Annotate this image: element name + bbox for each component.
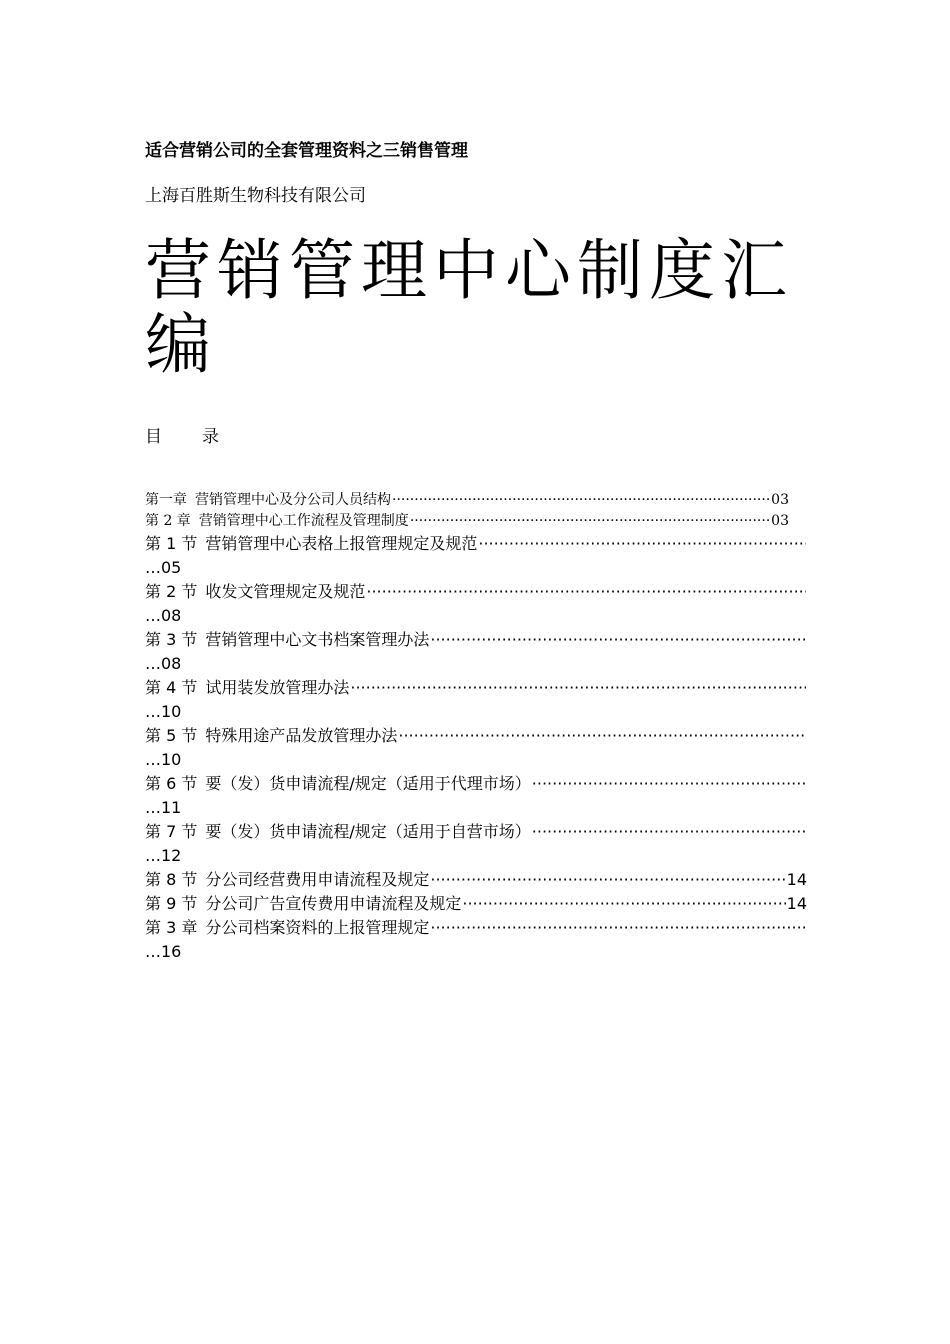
toc-entry-text: 分公司经营费用申请流程及规定 — [205, 870, 430, 889]
toc-entry-page: 14 — [786, 894, 807, 913]
toc-title-left: 目 — [145, 427, 162, 447]
toc-entry-page: 03 — [771, 513, 789, 529]
toc-leader — [532, 772, 806, 796]
toc-entry-number: 第 6 节 — [145, 774, 198, 793]
toc-entry-page: …05 — [145, 558, 182, 577]
toc-entry-text: 特殊用途产品发放管理办法 — [205, 726, 398, 745]
toc-entry-text: 要（发）货申请流程/规定（适用于自营市场） — [205, 822, 531, 841]
document-heading: 适合营销公司的全套管理资料之三销售管理 — [145, 141, 468, 161]
toc-entry-page: …10 — [145, 702, 182, 721]
toc-entry-page: 14 — [786, 870, 807, 889]
toc-leader — [462, 892, 785, 916]
toc-leader — [430, 916, 806, 940]
toc-entry[interactable] — [145, 724, 807, 748]
toc-entry-page: …08 — [145, 654, 182, 673]
toc-entry-number: 第 5 节 — [145, 726, 198, 745]
toc-entry-text: 试用装发放管理办法 — [205, 678, 350, 697]
toc-entry-page: …12 — [145, 846, 182, 865]
toc-entry-text: 营销管理中心工作流程及管理制度 — [198, 513, 409, 529]
toc-leader — [350, 676, 806, 700]
toc-entry[interactable] — [145, 868, 807, 892]
toc-entry-page: …08 — [145, 606, 182, 625]
toc-entry[interactable] — [145, 892, 807, 916]
toc-entry[interactable] — [145, 511, 789, 532]
toc-entry-number: 第 7 节 — [145, 822, 198, 841]
toc-entry[interactable] — [145, 820, 807, 844]
toc-leader — [430, 868, 785, 892]
toc-leader — [398, 724, 806, 748]
toc-entry-number: 第一章 — [145, 492, 187, 508]
toc-leader — [410, 511, 770, 532]
toc-entry[interactable] — [145, 628, 807, 652]
toc-entry-number: 第 1 节 — [145, 534, 198, 553]
table-of-contents — [145, 490, 807, 964]
toc-entry-text: 分公司档案资料的上报管理规定 — [205, 918, 430, 937]
toc-entry-page: 03 — [771, 492, 789, 508]
company-name: 上海百胜斯生物科技有限公司 — [145, 186, 366, 206]
toc-entry-page: …10 — [145, 750, 182, 769]
toc-entry-text: 分公司广告宣传费用申请流程及规定 — [205, 894, 462, 913]
toc-entry-text: 收发文管理规定及规范 — [205, 582, 366, 601]
toc-entry[interactable] — [145, 676, 807, 700]
toc-entry[interactable] — [145, 490, 789, 511]
toc-entry-number: 第 9 节 — [145, 894, 198, 913]
toc-leader — [532, 820, 806, 844]
toc-entry-number: 第 2 章 — [145, 513, 191, 529]
toc-entry-number: 第 3 节 — [145, 630, 198, 649]
toc-entry-text: 要（发）货申请流程/规定（适用于代理市场） — [205, 774, 531, 793]
toc-entry-text: 营销管理中心及分公司人员结构 — [195, 492, 391, 508]
toc-entry[interactable] — [145, 916, 807, 940]
toc-leader — [430, 628, 806, 652]
toc-entry-text: 营销管理中心文书档案管理办法 — [205, 630, 430, 649]
toc-leader — [366, 580, 806, 604]
toc-entry-number: 第 4 节 — [145, 678, 198, 697]
toc-entry-number: 第 8 节 — [145, 870, 198, 889]
toc-entry-page: …16 — [145, 942, 182, 961]
toc-entry-page: …11 — [145, 798, 182, 817]
toc-title — [145, 425, 219, 449]
toc-entry-number: 第 2 节 — [145, 582, 198, 601]
toc-entry-number: 第 3 章 — [145, 918, 198, 937]
toc-entry[interactable] — [145, 772, 807, 796]
toc-title-right: 录 — [202, 427, 219, 447]
toc-entry[interactable] — [145, 580, 807, 604]
toc-entry-text: 营销管理中心表格上报管理规定及规范 — [205, 534, 478, 553]
toc-leader — [478, 532, 806, 556]
document-title: 营销管理中心制度汇编 — [145, 232, 793, 383]
toc-leader — [392, 490, 770, 511]
toc-entry[interactable] — [145, 532, 807, 556]
